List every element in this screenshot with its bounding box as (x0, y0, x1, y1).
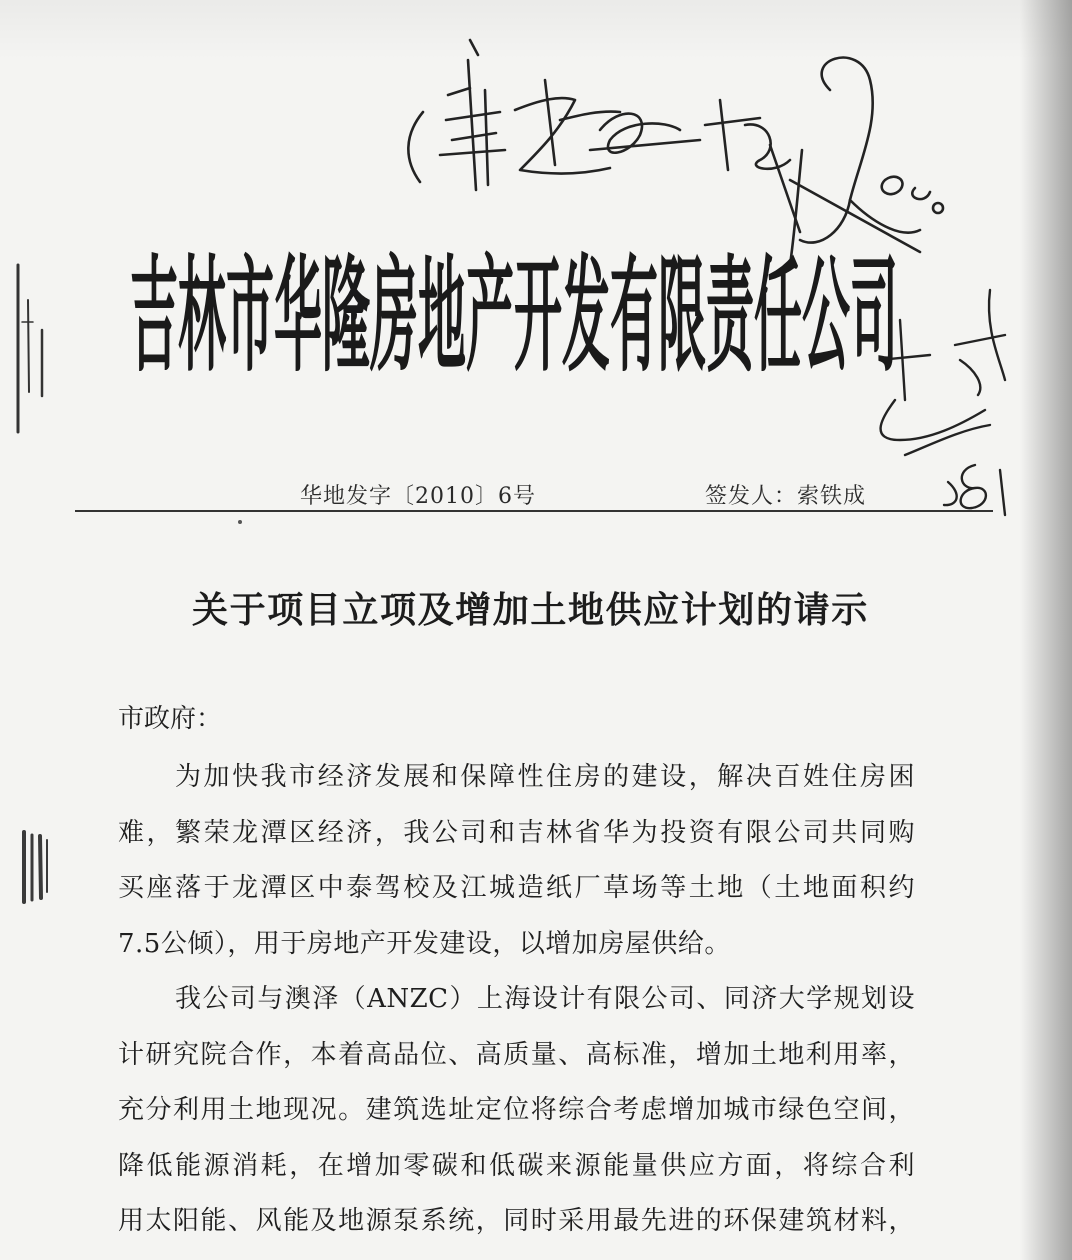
document-number: 华地发字〔2010〕6号 (300, 484, 536, 509)
document-body (118, 750, 915, 1250)
binding-mark-lower (24, 832, 47, 902)
body-line: 用太阳能、风能及地源泵系统，同时采用最先进的环保建筑材料， (118, 1206, 915, 1236)
salutation: 市政府： (118, 704, 223, 734)
body-line: 我公司与澳泽（ANZC）上海设计有限公司、同济大学规划设 (175, 984, 915, 1014)
paragraph-1 (118, 750, 915, 972)
body-line: 7.5公倾），用于房地产开发建设，以增加房屋供给。 (118, 928, 731, 959)
binding-mark-upper (18, 265, 42, 432)
handwriting-right (880, 290, 1005, 515)
issuer-signature-line: 签发人：索铁成 (705, 484, 867, 509)
body-line: 难，繁荣龙潭区经济，我公司和吉林省华为投资有限公司共同购 (118, 817, 915, 848)
handwriting-top (408, 40, 943, 265)
body-line: 计研究院合作，本着高品位、高质量、高标准，增加土地利用率， (118, 1039, 915, 1070)
body-line: 降低能源消耗，在增加零碳和低碳来源能量供应方面，将综合利 (118, 1150, 915, 1181)
body-line: 买座落于龙潭区中泰驾校及江城造纸厂草场等土地（土地面积约 (118, 873, 915, 903)
body-line: 充分利用土地现况。建筑选址定位将综合考虑增加城市绿色空间， (118, 1095, 915, 1125)
paper-speck (238, 520, 242, 524)
letterhead-divider (75, 510, 993, 512)
letterhead-company-name: 吉林市华隆房地产开发有限责任公司 (130, 244, 899, 391)
body-line: 为加快我市经济发展和保障性住房的建设，解决百姓住房困 (175, 762, 915, 792)
paragraph-2 (118, 972, 915, 1250)
document-title: 关于项目立项及增加土地供应计划的请示 (192, 589, 869, 631)
